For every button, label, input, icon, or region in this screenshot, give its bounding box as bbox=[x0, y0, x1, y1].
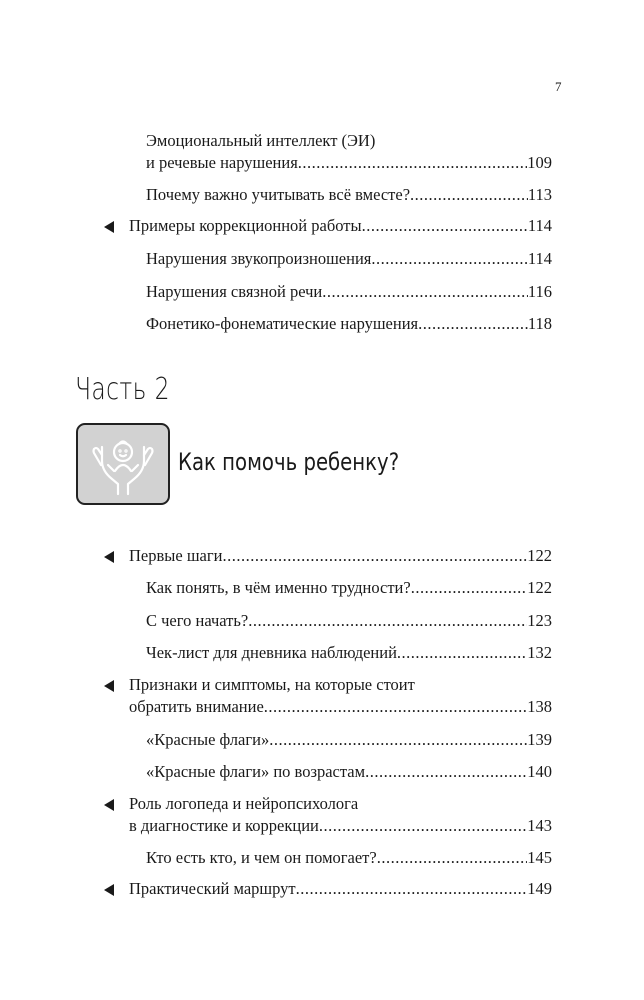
dot-leader bbox=[322, 281, 528, 303]
toc-entry-page: 132 bbox=[527, 643, 552, 662]
dot-leader bbox=[377, 847, 528, 869]
toc-entry-title: «Красные флаги» по возрастам bbox=[146, 762, 366, 781]
dot-leader bbox=[296, 878, 528, 900]
toc-entry[interactable] bbox=[146, 642, 552, 664]
toc-entry-page: 122 bbox=[527, 578, 552, 597]
part-heading: Как помочь ребенку? bbox=[178, 448, 400, 476]
triangle-bullet-icon bbox=[104, 680, 114, 692]
toc-entry-line1: Эмоциональный интеллект (ЭИ) bbox=[146, 131, 376, 150]
toc-entry-page: 118 bbox=[527, 314, 552, 333]
triangle-bullet-icon bbox=[104, 551, 114, 563]
toc-entry-title: Нарушения звукопроизношения bbox=[146, 249, 372, 268]
dot-leader bbox=[319, 815, 527, 837]
toc-entry[interactable] bbox=[146, 184, 552, 206]
toc-section-title: в диагностике и коррекции bbox=[129, 816, 319, 835]
toc-entry[interactable] bbox=[146, 761, 552, 783]
toc-entry[interactable] bbox=[146, 152, 552, 174]
toc-section-page: 114 bbox=[527, 216, 552, 235]
toc-section[interactable] bbox=[129, 815, 552, 837]
toc-entry-page: 139 bbox=[527, 730, 552, 749]
toc-entry-page: 123 bbox=[527, 611, 552, 630]
dot-leader bbox=[418, 313, 528, 335]
triangle-bullet-icon bbox=[104, 799, 114, 811]
toc-entry[interactable] bbox=[146, 847, 552, 869]
dot-leader bbox=[269, 729, 527, 751]
toc-entry[interactable] bbox=[146, 577, 552, 599]
dot-leader bbox=[248, 610, 527, 632]
toc-section[interactable] bbox=[129, 545, 552, 567]
toc-section-line1: Роль логопеда и нейропсихолога bbox=[129, 794, 359, 813]
triangle-bullet-icon bbox=[104, 884, 114, 896]
toc-entry-page: 113 bbox=[527, 185, 552, 204]
toc-section[interactable] bbox=[129, 878, 552, 900]
dot-leader bbox=[362, 215, 528, 237]
dot-leader bbox=[411, 577, 528, 599]
toc-entry-title: Чек-лист для дневника наблюдений bbox=[146, 643, 397, 662]
dot-leader bbox=[298, 152, 527, 174]
part-icon-box bbox=[76, 423, 170, 505]
toc-section-page: 149 bbox=[527, 879, 552, 898]
toc-section-page: 122 bbox=[527, 546, 552, 565]
toc-entry-page: 116 bbox=[527, 282, 552, 301]
dot-leader bbox=[371, 248, 527, 270]
toc-section[interactable] bbox=[129, 696, 552, 718]
toc-entry[interactable] bbox=[146, 281, 552, 303]
toc-entry[interactable] bbox=[146, 313, 552, 335]
toc-entry-title: Как понять, в чём именно трудности? bbox=[146, 578, 411, 597]
toc-section[interactable] bbox=[129, 215, 552, 237]
toc-section-title: обратить внимание bbox=[129, 697, 264, 716]
toc-entry-title: Почему важно учитывать всё вместе? bbox=[146, 185, 411, 204]
toc-section-title: Первые шаги bbox=[129, 546, 223, 565]
toc-entry-title: Нарушения связной речи bbox=[146, 282, 323, 301]
toc-section-line1: Признаки и симптомы, на которые стоит bbox=[129, 675, 415, 694]
toc-entry[interactable] bbox=[146, 248, 552, 270]
triangle-bullet-icon bbox=[104, 221, 114, 233]
toc-entry-title: Кто есть кто, и чем он помогает? bbox=[146, 848, 377, 867]
dot-leader bbox=[397, 642, 527, 664]
dot-leader bbox=[264, 696, 527, 718]
part-title: Часть 2 bbox=[75, 372, 170, 407]
toc-section-page: 138 bbox=[527, 697, 552, 716]
toc-entry-title: «Красные флаги» bbox=[146, 730, 270, 749]
toc-entry[interactable] bbox=[146, 610, 552, 632]
toc-section-page: 143 bbox=[527, 816, 552, 835]
dot-leader bbox=[365, 761, 527, 783]
toc-entry-page: 145 bbox=[527, 848, 552, 867]
toc-entry-title: и речевые нарушения bbox=[146, 153, 298, 172]
child-in-hands-icon bbox=[78, 425, 168, 503]
dot-leader bbox=[410, 184, 528, 206]
toc-entry-title: С чего начать? bbox=[146, 611, 249, 630]
dot-leader bbox=[222, 545, 527, 567]
toc-entry-page: 114 bbox=[527, 249, 552, 268]
page-number: 7 bbox=[555, 79, 562, 94]
toc-entry-page: 109 bbox=[527, 153, 552, 172]
toc-section-title: Примеры коррекционной работы bbox=[129, 216, 362, 235]
toc-section-title: Практический маршрут bbox=[129, 879, 296, 898]
toc-entry-page: 140 bbox=[527, 762, 552, 781]
toc-entry[interactable] bbox=[146, 729, 552, 751]
toc-entry-title: Фонетико-фонематические нарушения bbox=[146, 314, 419, 333]
